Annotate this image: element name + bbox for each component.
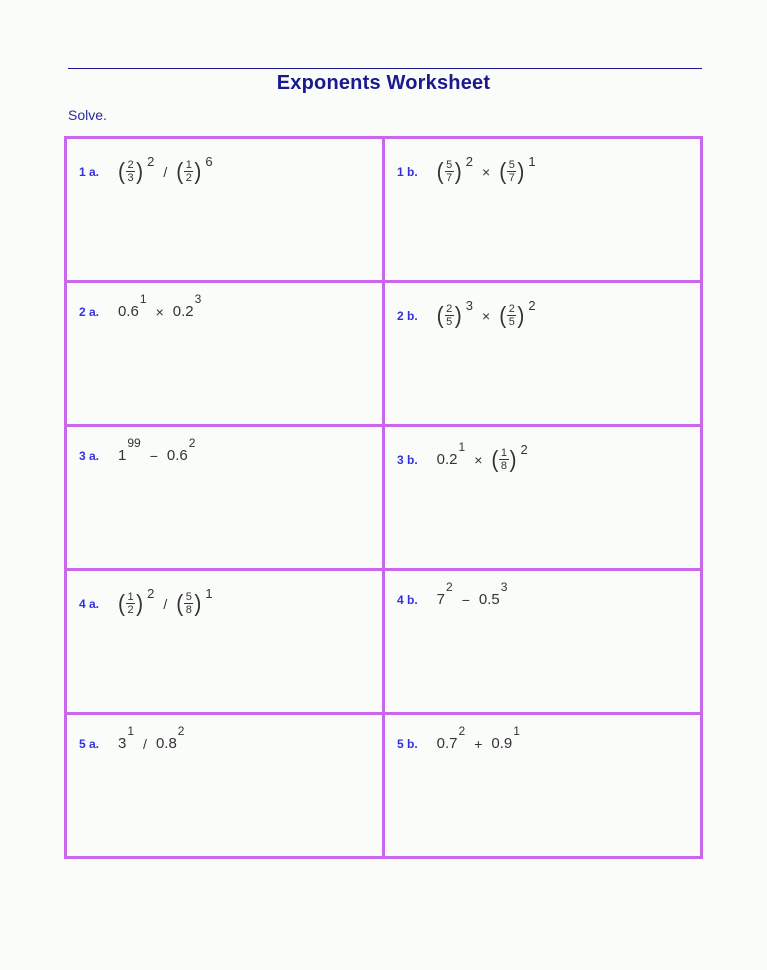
numerator: 2 [127, 159, 134, 171]
numerator: 1 [127, 591, 134, 603]
denominator: 3 [127, 172, 134, 185]
header-rule [68, 68, 702, 69]
fraction-term: ( $\frac{5}{7}$ ) $^1$ [499, 153, 536, 185]
problem-label: 3 a. [79, 448, 100, 463]
problem-expression [118, 153, 213, 185]
problem-expression [436, 580, 508, 608]
exponent: 2 [177, 724, 185, 738]
problem-label: 3 b. [397, 452, 418, 467]
open-paren: ( [118, 158, 126, 185]
base-number: 7 [436, 591, 446, 608]
power-term [172, 292, 202, 320]
instruction-label: Solve. [68, 107, 107, 123]
operator: / [163, 163, 168, 180]
fraction-term: ( $\frac{5}{7}$ ) $^2$ [436, 153, 474, 185]
numerator: 2 [446, 303, 453, 315]
numerator: 2 [508, 303, 515, 315]
fraction [445, 159, 454, 184]
problem-content [397, 580, 692, 608]
denominator: 5 [508, 316, 515, 329]
problem-expression [118, 292, 202, 320]
problem-cell [67, 283, 382, 424]
exponent: 1 [139, 292, 147, 306]
fraction [126, 591, 135, 616]
base-number: 0.8 [155, 735, 177, 752]
operator: × [482, 307, 491, 324]
problem-content [79, 585, 374, 617]
close-paren: ) [194, 158, 202, 185]
exponent: 3 [500, 580, 508, 594]
problem-content [397, 153, 692, 185]
problem-content [79, 724, 374, 752]
problem-content [79, 153, 374, 185]
close-paren: ) [136, 590, 144, 617]
open-paren: ( [176, 158, 184, 185]
problem-cell [385, 571, 700, 712]
fraction-term: ( $\frac{1}{2}$ ) $^6$ [176, 153, 213, 185]
problem-expression [436, 153, 536, 185]
open-paren: ( [499, 158, 507, 185]
denominator: 8 [185, 604, 192, 617]
fraction-term: ( $\frac{1}{8}$ ) $^2$ [491, 441, 528, 473]
fraction-term: ( $\frac{2}{5}$ ) $^3$ [436, 297, 474, 329]
exponent: 2 [458, 724, 466, 738]
numerator: 5 [446, 159, 453, 171]
numerator: 5 [185, 591, 192, 603]
open-paren: ( [176, 590, 184, 617]
problem-content [79, 436, 374, 464]
denominator: 5 [446, 316, 453, 329]
problem-cell [67, 427, 382, 568]
exponent: 99 [127, 436, 141, 450]
problem-cell [67, 571, 382, 712]
denominator: 7 [446, 172, 453, 185]
problem-label: 4 b. [397, 592, 418, 607]
fraction-term: ( $\frac{1}{2}$ ) $^2$ [118, 585, 155, 617]
close-paren: ) [454, 302, 462, 329]
base-number: 1 [118, 447, 127, 464]
fraction-term: ( $\frac{2}{3}$ ) $^2$ [118, 153, 155, 185]
problem-label: 1 a. [79, 164, 100, 179]
page-title: Exponents Worksheet [276, 72, 491, 94]
base-number: 0.6 [118, 303, 139, 320]
operator: / [163, 595, 168, 612]
fraction-term: ( $\frac{2}{5}$ ) $^2$ [499, 297, 536, 329]
problem-label: 5 b. [397, 736, 418, 751]
exponent: 3 [194, 292, 202, 306]
problem-expression [118, 436, 196, 464]
exponent: 1 [513, 724, 520, 738]
power-term [118, 292, 147, 320]
numerator: 5 [508, 159, 515, 171]
close-paren: ) [194, 590, 202, 617]
power-term [491, 724, 520, 752]
problem-expression [118, 724, 185, 752]
denominator: 7 [508, 172, 515, 185]
problem-label: 2 a. [79, 304, 100, 319]
open-paren: ( [491, 446, 499, 473]
close-paren: ) [136, 158, 144, 185]
power-term [118, 724, 135, 752]
exponent: 1 [127, 724, 135, 738]
power-term [166, 436, 196, 464]
operator: × [474, 451, 483, 468]
fraction [507, 159, 516, 184]
fraction [445, 303, 454, 328]
problem-expression [436, 297, 536, 329]
operator: − [461, 591, 470, 608]
fraction [507, 303, 516, 328]
problem-cell [67, 139, 382, 280]
fraction [184, 159, 193, 184]
base-number: 0.5 [478, 591, 500, 608]
problem-content [397, 440, 692, 473]
problem-content [397, 724, 692, 752]
open-paren: ( [499, 302, 507, 329]
close-paren: ) [517, 302, 525, 329]
problem-label: 4 a. [79, 596, 100, 611]
denominator: 8 [500, 460, 508, 473]
problem-label: 5 a. [79, 736, 100, 751]
close-paren: ) [454, 158, 462, 185]
problems-table [64, 136, 703, 859]
close-paren: ) [517, 158, 525, 185]
base-number: 0.2 [172, 303, 194, 320]
problem-content [79, 292, 374, 320]
base-number: 0.7 [436, 735, 458, 752]
numerator: 1 [185, 159, 192, 171]
fraction [126, 159, 135, 184]
base-number: 3 [118, 735, 127, 752]
operator: − [149, 447, 158, 464]
power-term [118, 436, 141, 464]
exponent: 2 [446, 580, 453, 594]
problem-cell [385, 427, 700, 568]
denominator: 2 [127, 604, 134, 617]
fraction [499, 447, 508, 472]
base-number: 0.6 [166, 447, 188, 464]
operator: × [155, 303, 164, 320]
problem-content [397, 297, 692, 329]
problem-expression [118, 585, 213, 617]
problem-cell [385, 283, 700, 424]
problem-cell [385, 139, 700, 280]
denominator: 2 [185, 172, 192, 185]
open-paren: ( [436, 302, 444, 329]
operator: / [143, 735, 147, 752]
problem-label: 2 b. [397, 308, 418, 323]
exponent: 1 [458, 440, 466, 455]
fraction-term: ( $\frac{5}{8}$ ) $^1$ [176, 585, 213, 617]
numerator: 1 [500, 447, 508, 459]
power-term [478, 580, 508, 608]
power-term [436, 580, 453, 608]
base-number: 0.9 [491, 735, 513, 752]
problem-expression [436, 440, 528, 473]
open-paren: ( [118, 590, 126, 617]
power-term [155, 724, 185, 752]
problem-expression [436, 724, 520, 752]
problem-cell [67, 715, 382, 856]
fraction [184, 591, 193, 616]
power-term [436, 440, 466, 469]
close-paren: ) [509, 446, 517, 473]
operator: + [474, 735, 483, 752]
exponent: 2 [188, 436, 196, 450]
problem-label: 1 b. [397, 164, 418, 179]
problem-cell [385, 715, 700, 856]
base-number: 0.2 [436, 451, 458, 469]
open-paren: ( [436, 158, 444, 185]
power-term [436, 724, 466, 752]
operator: × [482, 163, 491, 180]
